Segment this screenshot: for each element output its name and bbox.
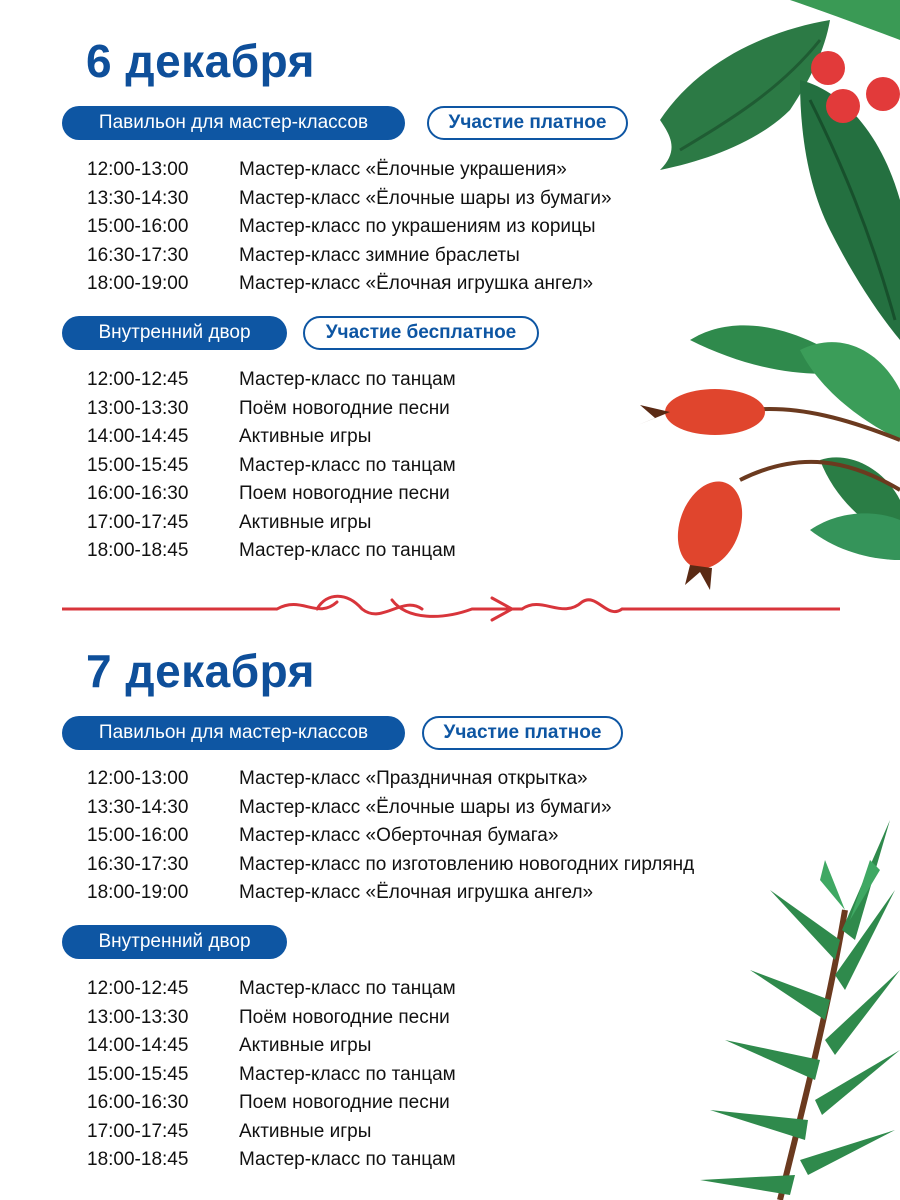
event-row xyxy=(87,1032,456,1061)
event-row xyxy=(87,765,694,794)
event-title: Мастер-класс «Ёлочная игрушка ангел» xyxy=(239,273,594,295)
event-title: Мастер-класс «Праздничная открытка» xyxy=(239,768,588,790)
event-title: Мастер-класс по танцам xyxy=(239,978,456,1000)
event-title: Мастер-класс по танцам xyxy=(239,540,456,562)
event-row xyxy=(87,1146,456,1175)
event-title: Поём новогодние песни xyxy=(239,397,450,419)
event-time: 18:00-19:00 xyxy=(87,882,189,904)
day-title: 6 декабря xyxy=(86,35,315,87)
venue-label: Внутренний двор xyxy=(62,925,287,959)
event-row xyxy=(87,822,694,851)
event-title: Мастер-класс по украшениям из корицы xyxy=(239,216,596,238)
event-title: Активные игры xyxy=(239,1035,372,1057)
event-row xyxy=(87,480,456,509)
event-list xyxy=(87,366,456,566)
event-title: Мастер-класс «Ёлочные украшения» xyxy=(239,159,567,181)
day-title: 7 декабря xyxy=(86,645,315,697)
event-time: 15:00-16:00 xyxy=(87,825,189,847)
event-time: 13:30-14:30 xyxy=(87,187,189,209)
event-title: Активные игры xyxy=(239,1120,372,1142)
event-row xyxy=(87,452,456,481)
venue-label: Павильон для мастер-классов xyxy=(62,106,405,140)
event-time: 16:00-16:30 xyxy=(87,1092,189,1114)
event-row xyxy=(87,1118,456,1147)
event-row xyxy=(87,879,694,908)
event-row xyxy=(87,851,694,880)
event-title: Поём новогодние песни xyxy=(239,1006,450,1028)
participation-badge: Участие платное xyxy=(427,106,628,140)
event-row xyxy=(87,1089,456,1118)
event-time: 16:30-17:30 xyxy=(87,853,189,875)
event-time: 17:00-17:45 xyxy=(87,1120,189,1142)
participation-badge: Участие бесплатное xyxy=(303,316,539,350)
event-time: 16:00-16:30 xyxy=(87,483,189,505)
event-time: 17:00-17:45 xyxy=(87,511,189,533)
event-title: Поем новогодние песни xyxy=(239,483,450,505)
event-title: Мастер-класс по танцам xyxy=(239,369,456,391)
event-list xyxy=(87,156,612,299)
event-row xyxy=(87,185,612,214)
event-title: Активные игры xyxy=(239,426,372,448)
venue-label: Внутренний двор xyxy=(62,316,287,350)
participation-badge: Участие платное xyxy=(422,716,623,750)
event-title: Мастер-класс по танцам xyxy=(239,1063,456,1085)
event-time: 12:00-12:45 xyxy=(87,369,189,391)
event-title: Мастер-класс по изготовлению новогодних гирлянд xyxy=(239,853,695,875)
event-row xyxy=(87,794,694,823)
event-list xyxy=(87,975,456,1175)
event-title: Мастер-класс по танцам xyxy=(239,1149,456,1171)
event-list xyxy=(87,765,694,908)
event-title: Мастер-класс по танцам xyxy=(239,454,456,476)
event-title: Мастер-класс «Ёлочная игрушка ангел» xyxy=(239,882,594,904)
event-row xyxy=(87,1004,456,1033)
event-time: 12:00-13:00 xyxy=(87,768,189,790)
event-title: Активные игры xyxy=(239,511,372,533)
rosehip-branch-icon xyxy=(630,310,900,600)
event-row xyxy=(87,509,456,538)
event-title: Мастер-класс зимние браслеты xyxy=(239,244,520,266)
event-row xyxy=(87,975,456,1004)
event-row xyxy=(87,213,612,242)
event-time: 18:00-18:45 xyxy=(87,540,189,562)
event-row xyxy=(87,537,456,566)
event-time: 15:00-16:00 xyxy=(87,216,189,238)
event-time: 12:00-12:45 xyxy=(87,978,189,1000)
event-time: 14:00-14:45 xyxy=(87,1035,189,1057)
venue-label: Павильон для мастер-классов xyxy=(62,716,405,750)
event-row xyxy=(87,366,456,395)
event-row xyxy=(87,423,456,452)
event-title: Мастер-класс «Оберточная бумага» xyxy=(239,825,559,847)
event-row xyxy=(87,242,612,271)
red-ornament-divider-icon xyxy=(62,590,840,626)
event-time: 14:00-14:45 xyxy=(87,426,189,448)
event-time: 13:00-13:30 xyxy=(87,1006,189,1028)
event-time: 12:00-13:00 xyxy=(87,159,189,181)
event-title: Мастер-класс «Ёлочные шары из бумаги» xyxy=(239,187,612,209)
event-time: 15:00-15:45 xyxy=(87,454,189,476)
event-row xyxy=(87,395,456,424)
event-time: 18:00-19:00 xyxy=(87,273,189,295)
event-time: 16:30-17:30 xyxy=(87,244,189,266)
event-time: 13:00-13:30 xyxy=(87,397,189,419)
event-title: Мастер-класс «Ёлочные шары из бумаги» xyxy=(239,796,612,818)
event-time: 18:00-18:45 xyxy=(87,1149,189,1171)
event-row xyxy=(87,270,612,299)
event-time: 13:30-14:30 xyxy=(87,796,189,818)
event-title: Поем новогодние песни xyxy=(239,1092,450,1114)
event-row xyxy=(87,1061,456,1090)
holly-leaves-icon xyxy=(640,0,900,350)
event-row xyxy=(87,156,612,185)
event-time: 15:00-15:45 xyxy=(87,1063,189,1085)
